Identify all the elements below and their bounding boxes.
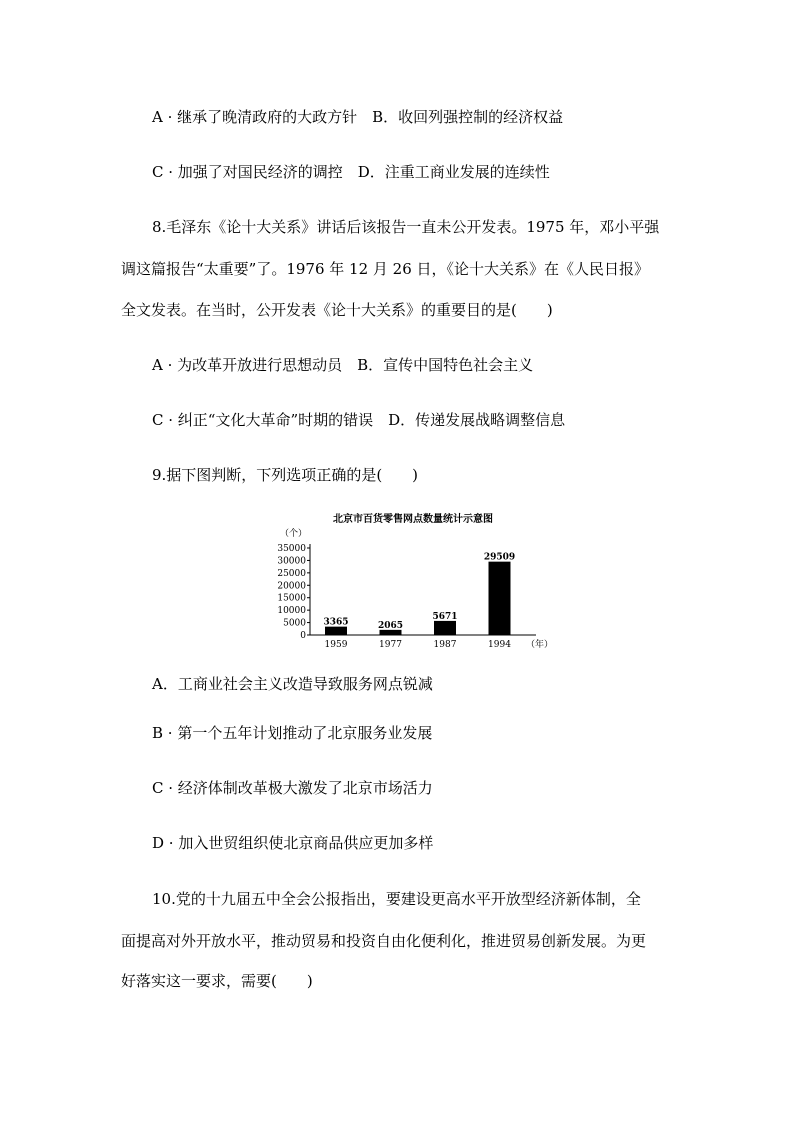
y-tick-labels — [277, 544, 306, 641]
q7-options-line-1: A · 继承了晚清政府的大政方针 B．收回列强控制的经济权益 — [152, 108, 564, 126]
x-tick-label: 1959 — [324, 640, 348, 650]
q10-stem-line-2: 面提高对外开放水平，推动贸易和投资自由化便利化，推进贸易创新发展。为更 — [121, 932, 647, 950]
q7-options-line-2: C · 加强了对国民经济的调控 D．注重工商业发展的连续性 — [152, 163, 550, 181]
x-tick-label: 1994 — [488, 640, 511, 650]
q8-options-line-2: C · 纠正“文化大革命”时期的错误 D．传递发展战略调整信息 — [152, 411, 566, 429]
x-tick-labels — [325, 640, 512, 650]
bar-value-label: 2065 — [377, 620, 404, 631]
y-tick-label: 0 — [300, 631, 306, 641]
y-unit-label: （个） — [280, 529, 308, 539]
y-tick-label: 10000 — [277, 606, 306, 617]
q8-stem-line-1: 8.毛泽东《论十大关系》讲话后该报告一直未公开发表。1975 年，邓小平强 — [152, 218, 660, 236]
bar — [434, 621, 456, 635]
q10-stem-line-1: 10.党的十九届五中全会公报指出，要建设更高水平开放型经济新体制，全 — [152, 890, 641, 908]
q8-stem-line-3: 全文发表。在当时，公开发表《论十大关系》的重要目的是( ) — [121, 301, 553, 319]
q8-stem-line-2: 调这篇报告“太重要”了。1976 年 12 月 26 日，《论十大关系》在《人民日报》 — [121, 260, 650, 278]
chart-title: 北京市百货零售网点数量统计示意图 — [333, 514, 493, 525]
y-tick-label: 5000 — [283, 618, 306, 629]
q9-stem: 9.据下图判断，下列选项正确的是( ) — [152, 466, 419, 484]
q8-options-line-1: A · 为改革开放进行思想动员 B．宣传中国特色社会主义 — [152, 356, 534, 374]
y-tick-label: 30000 — [277, 556, 306, 567]
bar — [325, 627, 347, 635]
q9-option-d: D · 加入世贸组织使北京商品供应更加多样 — [152, 834, 434, 852]
y-tick-label: 35000 — [277, 544, 306, 554]
q9-option-b: B · 第一个五年计划推动了北京服务业发展 — [152, 724, 433, 742]
bars — [325, 562, 511, 635]
y-tick-label: 20000 — [277, 581, 306, 592]
x-tick-label: 1977 — [379, 640, 402, 650]
bar-chart — [268, 510, 558, 652]
x-unit-label: （年） — [526, 640, 554, 650]
bar-value-label: 5671 — [432, 611, 458, 622]
bar-value-label: 29509 — [483, 552, 516, 563]
y-tick-label: 15000 — [277, 593, 306, 604]
q10-stem-line-3: 好落实这一要求，需要( ) — [121, 972, 313, 990]
q9-option-c: C · 经济体制改革极大激发了北京市场活力 — [152, 779, 433, 797]
x-tick-label: 1987 — [433, 640, 457, 650]
q9-option-a: A．工商业社会主义改造导致服务网点锐减 — [152, 675, 433, 693]
y-tick-label: 25000 — [277, 568, 306, 579]
bar-value-labels — [323, 553, 515, 631]
bar — [489, 562, 511, 635]
bar-value-label: 3365 — [323, 617, 349, 628]
